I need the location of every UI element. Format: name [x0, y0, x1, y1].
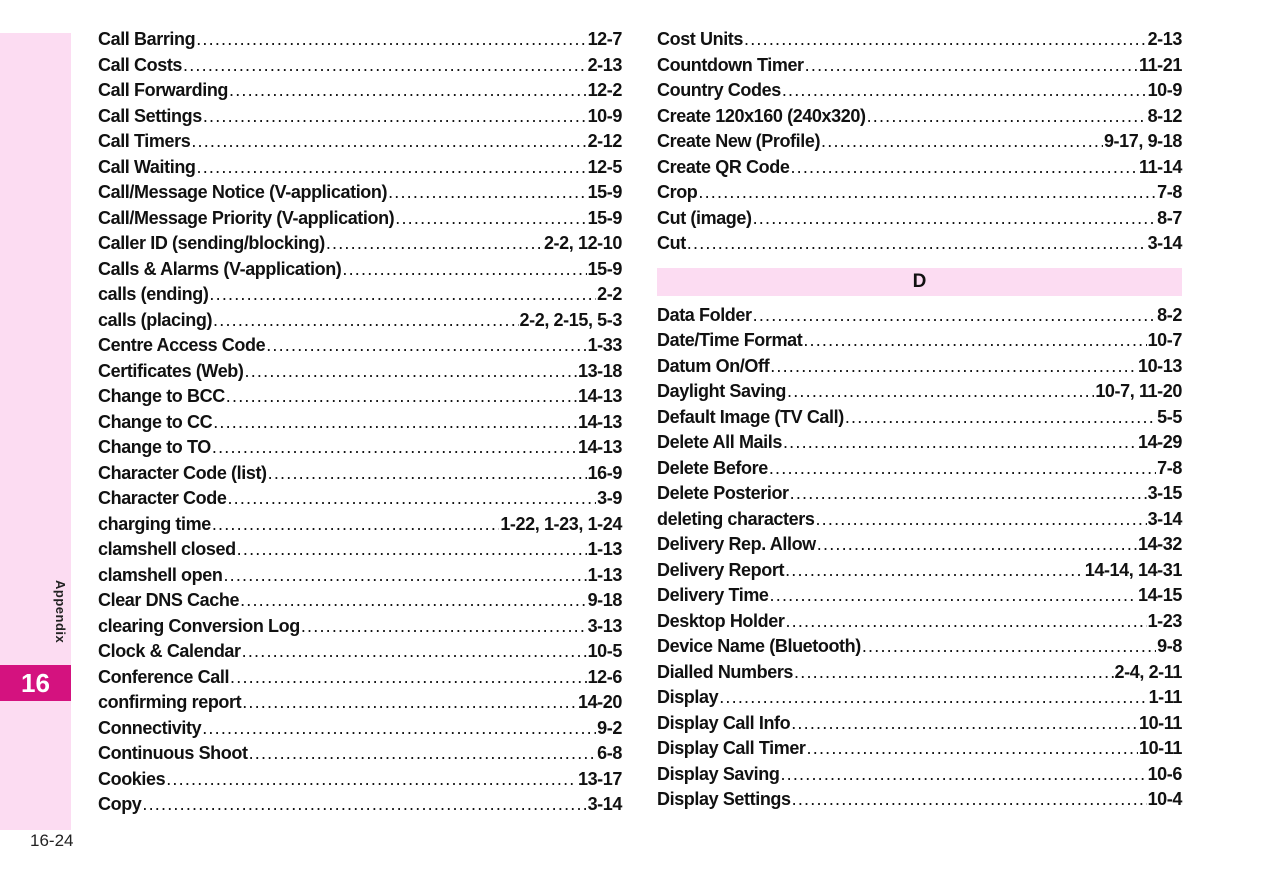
- dot-leader: [815, 507, 1146, 533]
- index-term: Caller ID (sending/blocking): [98, 233, 325, 253]
- index-term: Change to BCC: [98, 386, 225, 406]
- index-entry: [98, 53, 622, 79]
- dot-leader: [268, 461, 587, 487]
- index-term: Call/Message Priority (V-application): [98, 207, 395, 228]
- dot-leader: [817, 532, 1137, 558]
- dot-leader: [790, 155, 1138, 181]
- dot-leader: [770, 583, 1137, 609]
- dot-leader: [792, 787, 1147, 813]
- index-term: Delivery Rep. Allow: [657, 534, 816, 554]
- index-term: Delete Before: [657, 457, 768, 478]
- index-entry: [657, 180, 1182, 206]
- index-entry: [98, 333, 622, 359]
- dot-leader: [388, 180, 586, 206]
- index-entry: [98, 78, 622, 104]
- dot-leader: [807, 736, 1138, 762]
- page-reference: 1-13: [587, 564, 622, 585]
- dot-leader: [780, 762, 1146, 788]
- index-column-left: [98, 27, 622, 818]
- page-reference: 3-14: [1147, 233, 1182, 253]
- dot-leader: [342, 257, 586, 283]
- index-entry: [657, 78, 1182, 104]
- index-term: Delete Posterior: [657, 483, 789, 503]
- index-list-d: [657, 303, 1182, 813]
- page-reference: 7-8: [1157, 182, 1182, 202]
- dot-leader: [212, 512, 499, 538]
- dot-leader: [805, 53, 1138, 79]
- dot-leader: [395, 206, 586, 232]
- page-reference: 9-8: [1157, 636, 1182, 656]
- index-term: clamshell open: [98, 564, 223, 585]
- index-term: Countdown Timer: [657, 54, 804, 75]
- page-reference: 1-13: [587, 539, 622, 559]
- page-reference: 10-11: [1138, 738, 1182, 758]
- index-entry: [657, 787, 1182, 813]
- index-term: calls (ending): [98, 284, 209, 304]
- dot-leader: [862, 634, 1156, 660]
- index-term: Calls & Alarms (V-application): [98, 258, 342, 279]
- index-term: Call/Message Notice (V-application): [98, 182, 388, 202]
- page-reference: 3-14: [587, 794, 622, 814]
- index-term: clamshell closed: [98, 539, 236, 559]
- page-reference: 10-9: [587, 105, 622, 126]
- index-entry: [657, 354, 1182, 380]
- index-entry: [657, 129, 1182, 155]
- page-reference: 2-13: [587, 54, 622, 75]
- index-term: Create 120x160 (240x320): [657, 105, 866, 126]
- index-term: Datum On/Off: [657, 355, 770, 376]
- index-term: deleting characters: [657, 508, 815, 529]
- index-entry: [98, 180, 622, 206]
- index-term: calls (placing): [98, 309, 213, 330]
- index-entry: [98, 155, 622, 181]
- index-entry: [98, 512, 622, 538]
- page-reference: 11-21: [1138, 54, 1182, 75]
- page-reference: 14-15: [1137, 585, 1182, 605]
- index-term: clearing Conversion Log: [98, 615, 300, 636]
- index-term: Cut: [657, 233, 686, 253]
- index-entry: [98, 27, 622, 53]
- index-entry: [657, 583, 1182, 609]
- index-term: Continuous Shoot: [98, 743, 248, 763]
- page-reference: 14-13: [577, 386, 622, 406]
- dot-leader: [209, 282, 596, 308]
- page-reference: 12-5: [587, 156, 622, 177]
- index-entry: [98, 614, 622, 640]
- page-reference: 10-11: [1138, 712, 1182, 733]
- dot-leader: [785, 609, 1146, 635]
- page-reference: 2-4, 2-11: [1114, 661, 1182, 682]
- dot-leader: [787, 379, 1094, 405]
- page-reference: 2-12: [587, 131, 622, 151]
- page-reference: 3-15: [1147, 483, 1182, 503]
- page-reference: 9-17, 9-18: [1103, 131, 1182, 151]
- section-header-d: D: [657, 268, 1182, 296]
- index-term: Cost Units: [657, 29, 744, 49]
- index-term: Desktop Holder: [657, 610, 785, 631]
- index-entry: [98, 716, 622, 742]
- page-reference: 13-18: [577, 360, 622, 381]
- page-reference: 2-13: [1147, 29, 1182, 49]
- index-term: Display Call Timer: [657, 738, 806, 758]
- dot-leader: [744, 27, 1147, 53]
- page-reference: 2-2, 2-15, 5-3: [519, 309, 622, 330]
- index-entry: [657, 736, 1182, 762]
- index-term: Change to CC: [98, 411, 213, 432]
- index-entry: [98, 206, 622, 232]
- index-term: Connectivity: [98, 717, 202, 738]
- dot-leader: [791, 711, 1138, 737]
- index-term: Delivery Time: [657, 585, 769, 605]
- dot-leader: [242, 690, 577, 716]
- dot-leader: [753, 303, 1157, 329]
- index-term: Cut (image): [657, 207, 752, 228]
- index-entry: [98, 690, 622, 716]
- page-reference: 3-14: [1147, 508, 1182, 529]
- page-reference: 8-2: [1157, 304, 1182, 325]
- index-term: Clear DNS Cache: [98, 590, 240, 610]
- index-entry: [657, 634, 1182, 660]
- index-term: Character Code: [98, 488, 227, 508]
- dot-leader: [867, 104, 1147, 130]
- page-reference: 10-13: [1137, 355, 1182, 376]
- index-entry: [98, 384, 622, 410]
- page-reference: 10-5: [587, 641, 622, 661]
- page-reference: 7-8: [1157, 457, 1182, 478]
- index-entry: [98, 767, 622, 793]
- dot-leader: [166, 767, 577, 793]
- page-number: 16-24: [30, 831, 74, 850]
- dot-leader: [266, 333, 586, 359]
- page-reference: 10-7: [1147, 330, 1182, 350]
- page-reference: 8-7: [1157, 207, 1182, 228]
- index-term: Character Code (list): [98, 462, 267, 483]
- index-term: Conference Call: [98, 666, 230, 687]
- dot-leader: [790, 481, 1147, 507]
- page-reference: 1-11: [1148, 687, 1182, 707]
- dot-leader: [196, 27, 586, 53]
- index-entry: [657, 456, 1182, 482]
- page-reference: 16-9: [587, 462, 622, 483]
- page-reference: 1-23: [1147, 610, 1182, 631]
- page-reference: 12-2: [587, 80, 622, 100]
- dot-leader: [227, 486, 596, 512]
- index-term: Daylight Saving: [657, 381, 787, 401]
- dot-leader: [242, 639, 587, 665]
- index-entry: [657, 206, 1182, 232]
- page-reference: 3-13: [587, 615, 622, 636]
- chapter-badge: 16: [0, 665, 71, 701]
- index-entry: [98, 665, 622, 691]
- dot-leader: [753, 206, 1157, 232]
- page-reference: 6-8: [597, 743, 622, 763]
- index-term: Certificates (Web): [98, 360, 244, 381]
- page-reference: 10-4: [1147, 789, 1182, 809]
- dot-leader: [202, 716, 596, 742]
- index-entry: [657, 711, 1182, 737]
- index-entry: [657, 303, 1182, 329]
- page-reference: 14-14, 14-31: [1084, 559, 1182, 580]
- index-entry: [98, 129, 622, 155]
- index-entry: [657, 155, 1182, 181]
- index-entry: [657, 507, 1182, 533]
- index-entry: [98, 359, 622, 385]
- dot-leader: [245, 359, 577, 385]
- index-term: Country Codes: [657, 80, 781, 100]
- index-term: Device Name (Bluetooth): [657, 636, 861, 656]
- index-term: Clock & Calendar: [98, 641, 241, 661]
- dot-leader: [197, 155, 587, 181]
- dot-leader: [226, 384, 577, 410]
- index-term: Call Waiting: [98, 156, 196, 177]
- index-entry: [657, 558, 1182, 584]
- dot-leader: [698, 180, 1156, 206]
- index-term: Crop: [657, 182, 698, 202]
- index-entry: [98, 104, 622, 130]
- index-entry: [98, 486, 622, 512]
- index-entry: [657, 379, 1182, 405]
- dot-leader: [142, 792, 586, 818]
- page-reference: 1-22, 1-23, 1-24: [500, 513, 622, 534]
- index-entry: [657, 660, 1182, 686]
- dot-leader: [230, 665, 587, 691]
- dot-leader: [229, 78, 587, 104]
- dot-leader: [821, 129, 1103, 155]
- index-entry: [98, 588, 622, 614]
- index-entry: [98, 792, 622, 818]
- index-column-right: [657, 27, 1182, 813]
- dot-leader: [223, 563, 586, 589]
- dot-leader: [803, 328, 1146, 354]
- page-reference: 8-12: [1147, 105, 1182, 126]
- index-entry: [98, 435, 622, 461]
- page-reference: 5-5: [1157, 406, 1182, 427]
- index-term: Delivery Report: [657, 559, 785, 580]
- index-entry: [98, 563, 622, 589]
- index-entry: [657, 762, 1182, 788]
- page-reference: 15-9: [587, 182, 622, 202]
- sidebar-strip: [0, 33, 71, 830]
- index-term: Cookies: [98, 768, 166, 789]
- dot-leader: [249, 741, 597, 767]
- index-entry: [98, 231, 622, 257]
- page-reference: 14-13: [577, 411, 622, 432]
- page-reference: 10-9: [1147, 80, 1182, 100]
- index-entry: [657, 53, 1182, 79]
- dot-leader: [770, 354, 1137, 380]
- dot-leader: [794, 660, 1114, 686]
- dot-leader: [213, 410, 577, 436]
- page-reference: 9-18: [587, 590, 622, 610]
- index-term: Default Image (TV Call): [657, 406, 844, 427]
- index-term: confirming report: [98, 692, 242, 712]
- page-reference: 14-29: [1137, 432, 1182, 452]
- index-entry: [657, 430, 1182, 456]
- index-entry: [657, 481, 1182, 507]
- index-entry: [657, 532, 1182, 558]
- index-entry: [98, 639, 622, 665]
- index-term: charging time: [98, 513, 211, 534]
- page-reference: 12-7: [587, 29, 622, 49]
- dot-leader: [191, 129, 586, 155]
- index-entry: [98, 282, 622, 308]
- page-reference: 14-20: [577, 692, 622, 712]
- index-entry: [98, 537, 622, 563]
- dot-leader: [240, 588, 587, 614]
- dot-leader: [719, 685, 1147, 711]
- index-term: Centre Access Code: [98, 335, 266, 355]
- page-reference: 9-2: [597, 717, 622, 738]
- index-entry: [657, 685, 1182, 711]
- page-reference: 1-33: [587, 335, 622, 355]
- index-term: Create QR Code: [657, 156, 790, 177]
- index-entry: [657, 27, 1182, 53]
- dot-leader: [769, 456, 1156, 482]
- page-reference: 12-6: [587, 666, 622, 687]
- index-term: Display Saving: [657, 763, 780, 784]
- index-entry: [98, 741, 622, 767]
- index-term: Data Folder: [657, 304, 752, 325]
- dot-leader: [237, 537, 587, 563]
- page-reference: 14-32: [1137, 534, 1182, 554]
- index-term: Copy: [98, 794, 142, 814]
- index-term: Call Settings: [98, 105, 202, 126]
- index-term: Call Timers: [98, 131, 191, 151]
- index-term: Create New (Profile): [657, 131, 821, 151]
- page-reference: 14-13: [577, 437, 622, 457]
- dot-leader: [326, 231, 543, 257]
- index-entry: [98, 257, 622, 283]
- dot-leader: [783, 430, 1137, 456]
- page-reference: 10-7, 11-20: [1095, 381, 1182, 401]
- page-reference: 2-2, 12-10: [543, 233, 622, 253]
- index-term: Dialled Numbers: [657, 661, 794, 682]
- page-reference: 15-9: [587, 207, 622, 228]
- dot-leader: [203, 104, 587, 130]
- dot-leader: [212, 435, 577, 461]
- index-entry: [657, 231, 1182, 257]
- page-reference: 3-9: [597, 488, 622, 508]
- page-reference: 13-17: [577, 768, 622, 789]
- index-term: Display Settings: [657, 789, 791, 809]
- index-term: Change to TO: [98, 437, 211, 457]
- index-term: Call Costs: [98, 54, 183, 75]
- index-term: Display Call Info: [657, 712, 791, 733]
- index-term: Delete All Mails: [657, 432, 782, 452]
- index-term: Call Barring: [98, 29, 196, 49]
- index-entry: [657, 609, 1182, 635]
- page-reference: 2-2: [597, 284, 622, 304]
- index-entry: [98, 308, 622, 334]
- index-term: Call Forwarding: [98, 80, 229, 100]
- index-entry: [657, 405, 1182, 431]
- index-entry: [98, 410, 622, 436]
- page-reference: 10-6: [1147, 763, 1182, 784]
- index-term: Date/Time Format: [657, 330, 803, 350]
- index-list-c: [657, 27, 1182, 257]
- page-reference: 11-14: [1138, 156, 1182, 177]
- dot-leader: [687, 231, 1147, 257]
- index-entry: [657, 104, 1182, 130]
- dot-leader: [301, 614, 587, 640]
- index-list-left: [98, 27, 622, 818]
- dot-leader: [183, 53, 587, 79]
- dot-leader: [785, 558, 1084, 584]
- index-entry: [657, 328, 1182, 354]
- dot-leader: [845, 405, 1156, 431]
- appendix-label: Appendix: [53, 580, 68, 644]
- dot-leader: [782, 78, 1147, 104]
- page-reference: 15-9: [587, 258, 622, 279]
- dot-leader: [213, 308, 518, 334]
- index-term: Display: [657, 687, 719, 707]
- index-entry: [98, 461, 622, 487]
